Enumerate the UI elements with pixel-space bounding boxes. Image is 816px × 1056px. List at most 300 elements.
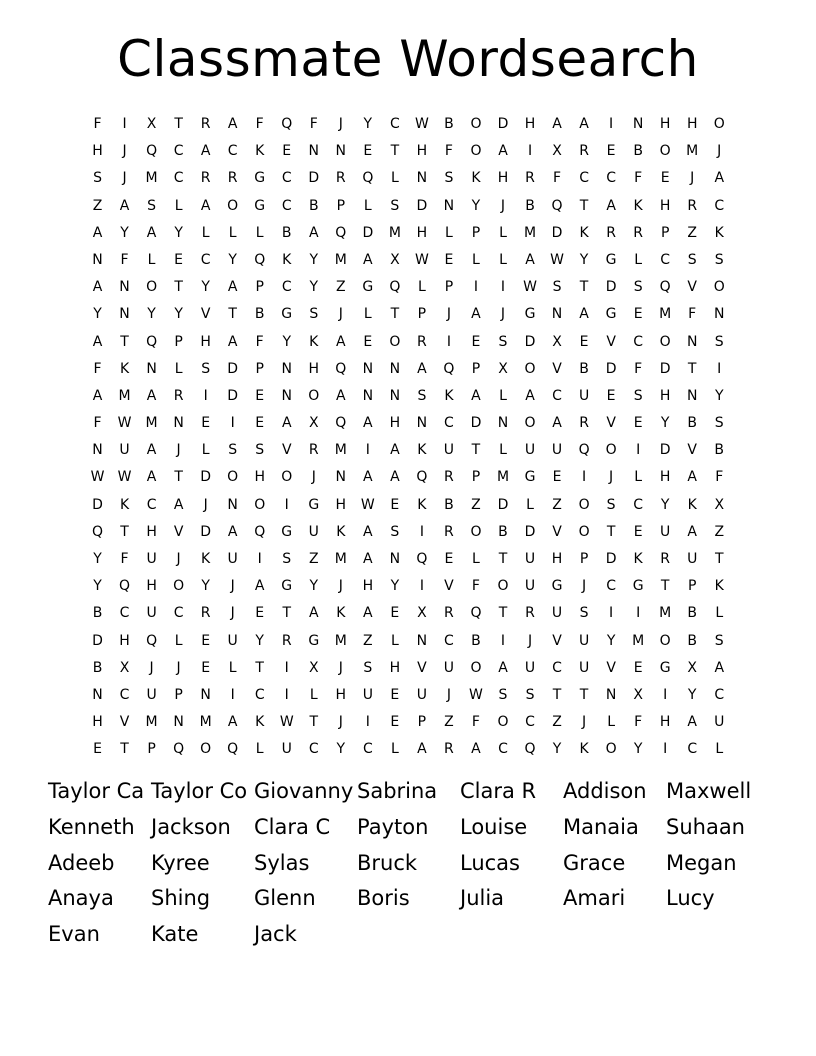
grid-letter: O [470,523,482,540]
grid-letter: J [311,469,316,486]
grid-row [84,332,733,359]
grid-letter: M [659,306,672,323]
grid-letter: H [254,469,265,486]
grid-letter: P [174,686,183,703]
grid-letter: Z [471,496,481,513]
grid-letter: E [606,387,616,404]
grid-letter: C [444,632,454,649]
grid-letter: N [416,632,428,649]
grid-letter: C [660,251,671,268]
word-list-item: Adeeb [48,850,115,875]
grid-letter: J [176,551,181,567]
grid-letter: A [687,523,697,540]
grid-letter: E [633,523,643,540]
grid-letter: J [717,143,722,160]
grid-letter: O [497,578,509,595]
grid-letter: S [525,686,535,703]
grid-letter: Q [416,469,428,486]
grid-letter: B [92,659,103,676]
grid-letter: N [92,442,103,459]
grid-letter: L [417,279,426,296]
grid-letter: F [471,578,480,595]
grid-letter: L [715,741,724,758]
grid-letter: Q [281,116,293,132]
grid-letter: D [362,224,374,241]
grid-letter: R [281,632,292,649]
grid-letter: S [255,442,265,459]
grid-letter: J [609,469,614,486]
grid-letter: E [174,251,184,268]
grid-letter: Q [92,523,104,540]
grid-letter: I [717,360,722,377]
word-list-item: Payton [357,814,429,839]
grid-letter: C [714,686,725,703]
grid-letter: J [122,143,127,160]
grid-letter: Q [470,605,482,622]
grid-letter: V [552,632,562,649]
grid-letter: H [659,469,671,486]
grid-letter: L [363,197,372,214]
grid-letter: S [147,197,157,214]
word-list-item: Lucy [666,886,715,911]
grid-letter: F [553,170,562,187]
grid-letter: R [444,741,454,758]
grid-letter: L [390,170,399,187]
grid-letter: Q [578,442,590,459]
grid-letter: I [230,415,235,432]
grid-letter: J [122,170,127,187]
grid-letter: K [119,496,130,513]
grid-letter: Y [660,415,670,432]
grid-letter: H [497,170,509,187]
grid-letter: R [335,170,346,187]
grid-letter: G [632,578,644,595]
grid-letter: H [389,659,401,676]
grid-letter: D [497,496,509,513]
grid-letter: C [200,251,211,268]
grid-letter: L [228,224,237,241]
grid-letter: A [498,143,508,160]
word-list-item: Kyree [151,850,210,875]
grid-letter: A [254,578,265,595]
word-list-item: Taylor Ca [48,779,145,803]
grid-letter: A [227,116,238,132]
grid-letter: M [145,714,158,731]
grid-letter: X [308,415,319,432]
grid-letter: D [524,333,536,350]
grid-letter: B [687,605,697,622]
grid-letter: L [634,251,643,268]
grid-letter: E [93,741,102,758]
grid-letter: Z [714,523,725,540]
word-list-item: Giovanny [254,779,354,803]
grid-letter: W [117,415,132,432]
grid-letter: E [255,415,265,432]
grid-letter: O [578,496,590,513]
grid-letter: H [92,714,103,731]
grid-letter: D [92,632,103,649]
grid-letter: N [416,415,428,432]
grid-letter: B [281,224,292,241]
grid-letter: N [92,251,103,268]
grid-letter: F [444,143,453,160]
grid-letter: N [362,387,374,404]
word-list-item: Kenneth [48,814,135,839]
grid-letter: A [498,659,508,676]
grid-letter: R [633,224,643,241]
grid-row [84,250,733,277]
word-list-item: Julia [460,886,505,911]
grid-letter: N [416,170,428,187]
grid-letter: E [201,415,211,432]
grid-letter: V [606,333,616,350]
grid-letter: Y [147,306,156,323]
grid-letter: A [336,387,346,404]
word-list-item: Lucas [460,850,520,875]
grid-letter: A [552,415,562,432]
grid-letter: D [470,415,482,432]
grid-letter: Y [363,116,373,132]
grid-letter: N [281,387,292,404]
grid-letter: E [633,415,643,432]
grid-letter: O [470,143,482,160]
grid-letter: K [444,387,454,404]
word-list-item: Sylas [254,850,310,875]
grid-letter: L [499,224,507,241]
grid-letter: P [444,279,454,296]
grid-letter: N [686,333,698,350]
grid-letter: D [524,523,536,540]
grid-letter: E [390,714,400,731]
grid-letter: Q [254,523,266,540]
grid-letter: E [579,333,589,350]
grid-letter: J [176,442,181,459]
grid-row [84,277,733,304]
grid-letter: H [659,714,671,731]
grid-letter: B [687,632,697,649]
grid-letter: J [446,306,451,323]
grid-letter: L [499,387,507,404]
grid-letter: J [338,659,343,676]
grid-letter: P [471,224,481,241]
grid-letter: U [308,523,319,540]
grid-letter: A [227,279,238,296]
grid-letter: G [524,469,536,486]
grid-letter: F [471,714,480,731]
grid-letter: K [255,143,265,160]
grid-letter: Y [309,578,319,595]
grid-row [84,168,733,195]
grid-letter: F [120,251,129,268]
grid-letter: M [388,224,401,241]
grid-letter: F [120,551,129,567]
grid-letter: D [497,116,509,132]
grid-letter: Q [335,415,347,432]
grid-letter: E [363,333,373,350]
grid-letter: L [255,741,264,758]
grid-letter: R [200,605,211,622]
grid-row [84,359,733,386]
grid-letter: Y [660,496,670,513]
grid-letter: Y [120,224,129,241]
grid-letter: O [146,279,158,296]
grid-letter: I [365,714,370,731]
grid-letter: G [281,578,293,595]
grid-letter: C [281,197,292,214]
grid-letter: E [633,659,643,676]
grid-letter: R [606,224,616,241]
grid-letter: A [336,333,346,350]
grid-letter: J [500,197,506,214]
grid-letter: U [660,523,671,540]
grid-letter: V [173,523,184,540]
grid-letter: F [634,170,643,187]
word-list-item: Megan [666,850,737,875]
grid-letter: I [365,442,370,459]
grid-letter: C [606,578,616,595]
grid-letter: X [498,360,508,377]
grid-letter: S [93,170,102,187]
grid-letter: M [145,170,158,187]
grid-letter: A [687,714,697,731]
grid-letter: R [200,170,211,187]
grid-letter: O [605,442,617,459]
grid-letter: T [228,306,237,323]
grid-letter: V [552,360,562,377]
grid-letter: O [659,632,671,649]
grid-letter: I [446,333,451,350]
grid-letter: T [714,551,724,567]
grid-letter: I [609,605,614,622]
grid-letter: Y [93,306,102,323]
grid-letter: C [146,496,157,513]
grid-letter: T [687,360,697,377]
grid-letter: M [199,714,212,731]
grid-letter: A [200,143,211,160]
grid-letter: W [414,116,429,132]
grid-letter: N [173,714,184,731]
grid-letter: A [227,333,238,350]
grid-letter: A [92,387,103,404]
word-list-item: Evan [48,922,100,947]
grid-letter: K [579,741,589,758]
grid-row [84,413,733,440]
grid-letter: S [228,442,238,459]
grid-letter: C [173,605,184,622]
grid-letter: U [227,551,238,567]
grid-letter: P [660,224,670,241]
grid-letter: I [609,116,614,132]
grid-letter: F [634,714,643,731]
grid-letter: I [122,116,127,132]
grid-letter: Y [93,578,102,595]
grid-letter: Y [714,387,724,404]
grid-letter: D [200,469,212,486]
grid-letter: E [390,496,400,513]
grid-letter: S [714,415,724,432]
grid-letter: L [174,197,183,214]
grid-letter: I [473,279,479,296]
grid-letter: K [309,333,319,350]
grid-letter: F [715,469,724,486]
word-list-item: Manaia [563,814,639,839]
grid-letter: K [336,523,346,540]
grid-letter: C [254,686,265,703]
grid-letter: K [714,224,724,241]
grid-letter: Y [606,632,616,649]
word-list-item: Clara C [254,814,331,839]
grid-letter: N [686,387,698,404]
grid-row [84,114,733,141]
grid-letter: T [174,116,183,132]
grid-letter: A [714,170,725,187]
grid-letter: N [362,360,374,377]
grid-letter: Y [309,279,319,296]
grid-letter: F [255,116,264,132]
grid-letter: Q [254,251,266,268]
grid-letter: Q [362,170,374,187]
grid-letter: K [255,714,265,731]
grid-letter: D [227,360,239,377]
grid-letter: B [579,360,589,377]
grid-letter: H [308,360,320,377]
grid-letter: D [200,523,212,540]
word-list-item: Grace [563,850,626,875]
grid-letter: H [335,496,347,513]
grid-letter: H [146,578,157,595]
grid-letter: O [605,741,617,758]
grid-letter: N [92,686,103,703]
grid-letter: G [524,306,536,323]
grid-letter: S [498,686,508,703]
grid-letter: P [174,333,183,350]
grid-letter: A [471,741,481,758]
grid-letter: H [200,333,211,350]
word-list-item: Clara R [460,779,537,803]
grid-letter: X [714,496,725,513]
grid-letter: L [255,224,264,241]
grid-letter: G [659,659,671,676]
grid-letter: P [471,360,481,377]
grid-letter: D [227,387,239,404]
grid-letter: J [338,306,343,323]
grid-letter: S [201,360,211,377]
grid-letter: I [230,686,235,703]
grid-letter: M [145,415,158,432]
grid-row [84,658,733,685]
grid-letter: T [255,659,264,676]
grid-letter: A [146,224,157,241]
grid-letter: Z [687,224,697,241]
grid-letter: Z [552,714,562,731]
grid-letter: J [338,714,343,731]
grid-letter: F [688,306,697,323]
grid-letter: C [444,415,454,432]
grid-letter: A [606,197,616,214]
grid-letter: P [471,469,481,486]
grid-letter: K [282,251,292,268]
grid-letter: B [444,116,454,132]
grid-letter: N [119,306,130,323]
grid-row [84,386,733,413]
grid-letter: O [524,415,536,432]
grid-letter: O [173,578,185,595]
grid-letter: C [606,170,616,187]
grid-row [84,739,733,766]
grid-letter: N [200,686,211,703]
grid-letter: A [281,415,292,432]
grid-letter: Q [146,632,158,649]
word-list-item: Sabrina [357,779,438,803]
grid-letter: L [445,224,453,241]
word-list-item: Anaya [48,886,114,911]
grid-letter: L [363,306,372,323]
grid-letter: C [498,741,508,758]
grid-letter: W [550,251,564,268]
word-list-item: Addison [563,779,647,803]
grid-letter: I [203,387,208,404]
grid-letter: A [146,469,157,486]
grid-letter: S [444,170,454,187]
grid-letter: C [633,333,644,350]
grid-row [84,495,733,522]
grid-letter: S [498,333,508,350]
grid-letter: U [227,632,238,649]
grid-letter: R [525,170,535,187]
grid-letter: A [92,224,103,241]
grid-letter: L [472,551,480,567]
grid-letter: T [552,686,562,703]
grid-letter: A [390,469,400,486]
grid-letter: W [279,714,294,731]
grid-letter: U [714,714,725,731]
grid-letter: M [659,605,672,622]
grid-letter: O [659,143,671,160]
grid-letter: H [362,578,374,595]
grid-letter: A [525,387,535,404]
grid-letter: R [444,523,454,540]
grid-letter: V [281,442,292,459]
grid-letter: T [174,469,183,486]
grid-letter: B [633,143,643,160]
grid-letter: E [363,143,373,160]
grid-letter: G [605,251,617,268]
grid-letter: U [578,659,590,676]
grid-letter: C [552,387,562,404]
grid-letter: E [660,170,670,187]
grid-letter: U [119,442,130,459]
grid-letter: K [687,496,697,513]
grid-letter: T [390,143,400,160]
grid-letter: J [338,116,343,132]
grid-letter: H [659,116,671,132]
grid-letter: H [416,224,428,241]
grid-letter: O [200,741,212,758]
grid-letter: K [417,442,427,459]
grid-letter: B [444,496,454,513]
grid-letter: V [687,442,697,459]
grid-letter: U [687,551,698,567]
grid-letter: U [524,578,536,595]
grid-letter: Q [659,279,671,296]
grid-letter: U [416,686,428,703]
grid-row [84,576,733,603]
grid-letter: D [92,496,103,513]
grid-letter: Q [227,741,239,758]
grid-letter: U [551,605,563,622]
grid-letter: A [363,469,373,486]
grid-letter: M [496,469,510,486]
